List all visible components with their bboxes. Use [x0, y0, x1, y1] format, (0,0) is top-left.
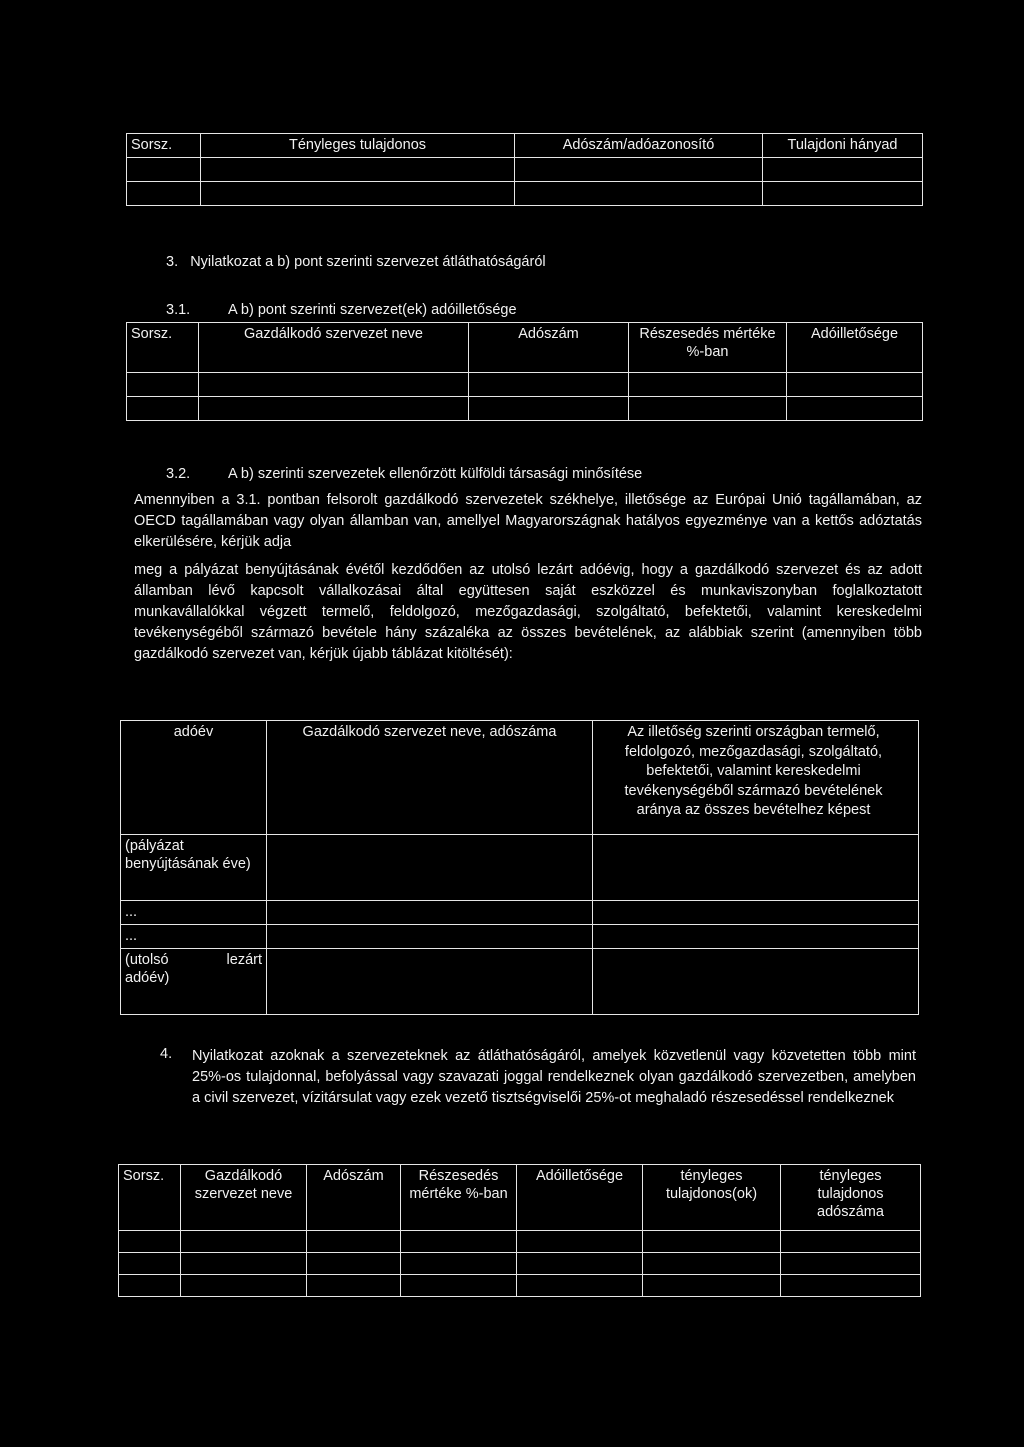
col-header-sorsz: Sorsz.	[127, 134, 201, 158]
table-row	[127, 397, 923, 421]
col-header-taxnum: Adószám	[307, 1165, 401, 1231]
section-4-text: Nyilatkozat azoknak a szervezeteknek az átláthatóságáról, amelyek közvetlenül vagy közvetetten több mint 25%-os tulajdonnal, befolyással vagy szavazati joggal rendelkeznek olyan gazdálkodó szervezetben, amelyben a civil szervezet, vízitársulat vagy ezek vezető tisztségviselői 25%-ot meghaladó részesedéssel rendelkeznek	[192, 1048, 916, 1106]
col-header-stake: Részesedés mértéke %-ban	[629, 323, 787, 373]
influencing-organizations-table	[118, 1164, 921, 1297]
table-row	[119, 1231, 921, 1253]
table-row	[121, 901, 919, 925]
table-row	[119, 1253, 921, 1275]
col-header-revenue-ratio: Az illetőség szerinti országban termelő, feldolgozó, mezőgazdasági, szolgáltató, befektetői, valamint kereskedelmi tevékenységéből származó bevételének aránya az összes bevételhez képest	[593, 721, 919, 835]
section-4-num: 4.	[160, 1046, 173, 1062]
row-label-last-closed-year: (utolsó lezárt adóév)	[121, 949, 267, 1015]
row-label-ellipsis-1: ...	[121, 901, 267, 925]
section-3-heading: 3. Nyilatkozat a b) pont szerinti szervezet átláthatóságáról	[166, 254, 546, 270]
col-header-adoev: adóév	[173, 724, 214, 740]
cfc-revenue-table	[120, 720, 919, 1015]
beneficial-owners-table	[126, 133, 923, 206]
section-3-1-title: A b) pont szerinti szervezet(ek) adóilletősége	[228, 302, 517, 318]
col-header-sorsz: Sorsz.	[119, 1165, 181, 1231]
col-header-stake: Részesedés mértéke %-ban	[401, 1165, 517, 1231]
tax-residency-table	[126, 322, 923, 421]
col-header-owner: Tényleges tulajdonos	[201, 134, 515, 158]
section-3-1-num: 3.1.	[166, 302, 191, 318]
col-header-beneficial-owner-taxnum: tényleges tulajdonos adószáma	[781, 1165, 921, 1231]
table-row	[127, 373, 923, 397]
col-header-residency: Adóilletősége	[517, 1165, 643, 1231]
row-label-application-year: (pályázat benyújtásának éve)	[121, 835, 267, 901]
col-header-residency: Adóilletősége	[787, 323, 923, 373]
col-header-taxid: Adószám/adóazonosító	[515, 134, 763, 158]
section-3-2-paragraph-2: meg a pályázat benyújtásának évétől kezdődően az utolsó lezárt adóévig, hogy a gazdálkodó szervezet és az adott államban lévő kapcsolt vállalkozásai által együttesen saját eszközzel és munkaviszonyban foglalkoztatott munkavállalókkal végzett termelő, feldolgozó, mezőgazdasági, szolgáltató, befektetői, valamint kereskedelmi tevékenységéből származó bevétele hány százaléka az összes bevételének, az alábbiak szerint (amennyiben több gazdálkodó szervezet van, kérjük újabb táblázat kitöltését):	[134, 562, 922, 662]
col-header-beneficial-owners: tényleges tulajdonos(ok)	[643, 1165, 781, 1231]
row-label-ellipsis-2: ...	[121, 925, 267, 949]
col-header-share: Tulajdoni hányad	[763, 134, 923, 158]
col-header-org-name-taxnum: Gazdálkodó szervezet neve, adószáma	[267, 721, 593, 835]
table-row	[127, 182, 923, 206]
table-row	[121, 925, 919, 949]
col-header-sorsz: Sorsz.	[127, 323, 199, 373]
col-header-org-name: Gazdálkodó szervezet neve	[181, 1165, 307, 1231]
table-row	[119, 1275, 921, 1297]
section-3-2-title: A b) szerinti szervezetek ellenőrzött külföldi társasági minősítése	[228, 466, 643, 482]
section-3-2-num: 3.2.	[166, 466, 191, 482]
table-row	[121, 949, 919, 1015]
col-header-taxnum: Adószám	[469, 323, 629, 373]
section-3-2-paragraph-1: Amennyiben a 3.1. pontban felsorolt gazdálkodó szervezetek székhelye, illetősége az Európai Unió tagállamában, az OECD tagállamában vagy olyan államban van, amellyel Magyarországnak hatályos egyezménye van a kettős adóztatás elkerülésére, kérjük adja	[134, 492, 922, 550]
table-row	[121, 835, 919, 901]
col-header-org-name: Gazdálkodó szervezet neve	[199, 323, 469, 373]
table-row	[127, 158, 923, 182]
